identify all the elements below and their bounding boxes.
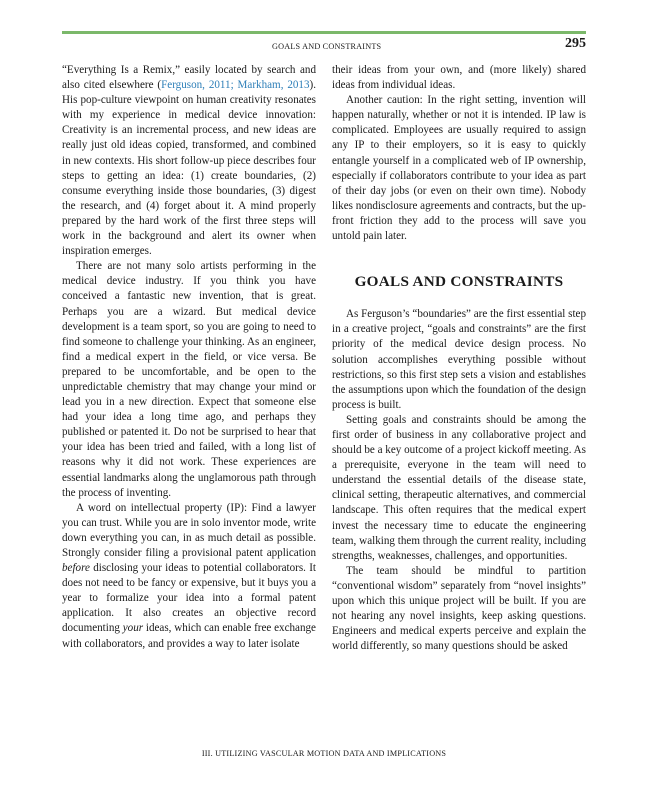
paragraph: There are not many solo artists performing in the medical device industry. If you think you have conceived a fantastic new invention, that is great. Perhaps you are a wizard. But medical device development is a team sport, so you are going to need to find someone to challenge your thinking. As an engineer, find a medical expert in the field, or vice versa. Be prepared to be uncomfortable, and be open to the unpredictable chemistry that may change your mind or lead you in a new direction. Expect that someone else had your idea a long time ago, and perhaps they published or patented it. Do not be surprised to hear that your idea has been tried and failed, with a long list of reasons why it did not work. These experiences are essential landmarks along the unglamorous path through the process of inventing. xyxy=(62,260,316,499)
page-number: 295 xyxy=(565,36,586,51)
section-heading: GOALS AND CONSTRAINTS xyxy=(354,273,564,291)
header-rule xyxy=(62,31,586,34)
right-column xyxy=(332,63,586,654)
paragraph: The team should be mindful to partition “conventional wisdom” separately from “novel insights” upon which this unique project will be built. If you are not hearing any novel insights, keep asking questions. Engineers and medical experts perceive and explain the world differently, so many questions should be asked xyxy=(332,564,586,653)
citation-link[interactable]: Ferguson, 2011; Markham, 2013 xyxy=(161,79,310,92)
paragraph: As Ferguson’s “boundaries” are the first essential step in a creative project, “goals and constraints” are the first priority of the medical device design process. No solution accomplishes everything possible without restrictions, so this first step sets a vision and establishes the assumptions upon which the foundation of the design process is built. xyxy=(332,308,586,411)
paragraph: Another caution: In the right setting, invention will happen naturally, whether or not it is intended. IP law is complicated. Employees are usually required to assign any IP to their employers, so it is easy to quickly entangle yourself in a complicated web of IP ownership, especially if collaborators contribute to your idea as part of their day jobs (or even on their own time). Nobody likes nondisclosure agreements and contracts, but the up-front friction they add to the process will save you untold pain later. xyxy=(332,94,586,243)
paragraph: Setting goals and constraints should be among the first order of business in any collaborative project and should be a key outcome of a project kickoff meeting. As a prerequisite, everyone in the team will need to understand the essential details of the disease state, clinical setting, therapeutic alternatives, and commercial landscape. This often requires that the medical expert invest the necessary time to educate the engineering team, walking them through the current reality, including strengths, weaknesses, challenges, and opportunities. xyxy=(332,413,586,562)
left-column xyxy=(62,63,316,652)
paragraph: “Everything Is a Remix,” easily located by search and also cited elsewhere (Ferguson, 2011; Markham, 2013). His pop-culture viewpoint on human creativity resonates with my experience in medical device innovation: Creativity is an incremental process, and new ideas are really just old ideas copied, transformed, and combined in new contexts. His short follow-up piece describes four steps to getting an idea: (1) create boundaries, (2) consume everything inside those boundaries, (3) digest the research, and (4) forget about it. A mind properly prepared by the hard work of the first three steps will work in the background and alert its owner when inspiration emerges. xyxy=(62,64,316,258)
running-header: GOALS AND CONSTRAINTS xyxy=(272,42,382,51)
paragraph: A word on intellectual property (IP): Find a lawyer you can trust. While you are in solo inventor mode, write down everything you can, in as much detail as possible. Strongly consider filing a provisional patent application before disclosing your ideas to potential collaborators. It does not need to be fancy or expensive, but it buys you a year to formalize your idea into a formal patent application. It also creates an objective record documenting your ideas, which can enable free exchange with collaborators, and provides a way to later isolate xyxy=(62,501,316,650)
running-footer: III. UTILIZING VASCULAR MOTION DATA AND IMPLICATIONS xyxy=(201,749,447,758)
paragraph: their ideas from your own, and (more likely) shared ideas from individual ideas. xyxy=(332,64,586,92)
